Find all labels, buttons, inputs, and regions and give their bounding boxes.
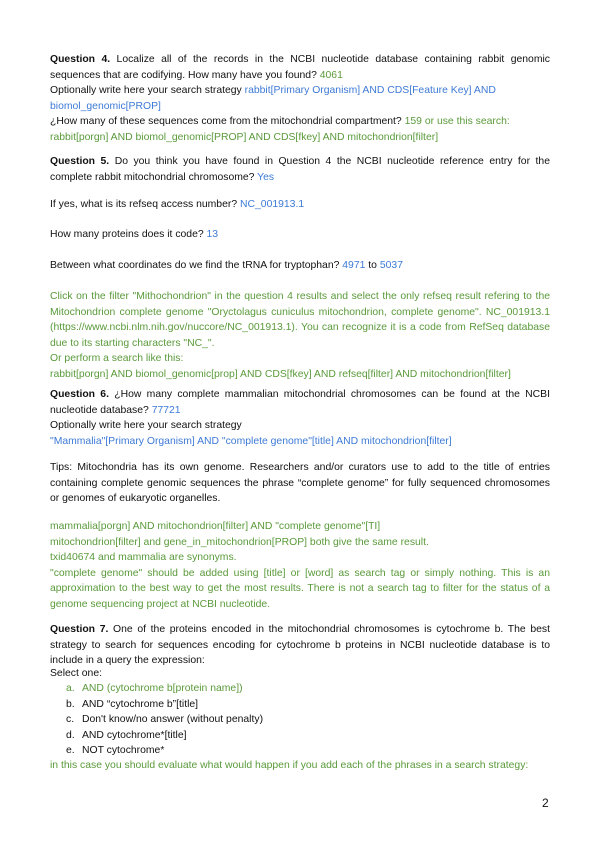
- question-6-text: ¿How many complete mammalian mitochondrial chromosomes can be found at the NCBI nucleotide database?: [50, 389, 551, 416]
- trna-question: Between what coordinates do we find the tRNA for tryptophan?: [50, 260, 340, 271]
- question-7: [50, 622, 550, 669]
- question-6-answer: 77721: [151, 404, 181, 416]
- tips-paragraph: [50, 460, 550, 507]
- answer-options: [66, 681, 546, 759]
- question-4-label: Question 4.: [50, 54, 111, 65]
- question-5-label: Question 5.: [50, 156, 110, 167]
- trna-to: 5037: [379, 260, 403, 271]
- question-7-label: Question 7.: [50, 624, 109, 635]
- trna-line: [50, 258, 550, 274]
- explanation-text: Click on the filter "Mithochondrion" in the question 4 results and select the only refseq result refering to the Mitochondrion complete genome "Oryctolagus cuniculus mitochondrion, complete genome". NC_001913.1 (https://www.ncbi.nlm.nih.gov/nuccore/NC_001913.1). You can recognize it is a code from RefSeq database due to its starting characters "NC_".: [50, 291, 550, 349]
- refseq-answer: NC_001913.1: [240, 199, 305, 210]
- q7-footer: in this case you should evaluate what would happen if you add each of the phrases in a search strategy:: [50, 760, 529, 771]
- option-b[interactable]: b. AND “cytochrome b”[title]: [66, 698, 199, 710]
- question-7-text: One of the proteins encoded in the mitochondrial chromosomes is cytochrome b. The best strategy to search for sequences encoding for cytochrome b proteins in NCBI nucleotide database is to include in a query the expression:: [50, 624, 550, 666]
- proteins-question: How many proteins does it code?: [50, 229, 204, 240]
- mito-question: ¿How many of these sequences come from the mitochondrial compartment?: [50, 116, 402, 127]
- search-strategy: rabbit[Primary Organism] AND CDS[Feature Key] AND biomol_genomic[PROP]: [50, 85, 496, 112]
- alt-search-label: Or perform a search like this:: [50, 353, 184, 364]
- tips-text: Tips: Mitochondria has its own genome. Researchers and/or curators use to add to the title of entries containing complete genomic sequences the phrase “complete genome” for fully sequenced chromosomes or genomes of eukaryotic organelles.: [50, 462, 550, 504]
- note-2: mitochondrion[filter] and gene_in_mitochondrion[PROP] both give the same result.: [50, 536, 429, 548]
- note-3: txid40674 and mammalia are synonyms.: [50, 552, 237, 563]
- question-6-strategy: [50, 418, 550, 449]
- refseq-question: If yes, what is its refseq access number?: [50, 199, 238, 210]
- note-4: "complete genome" should be added using [title] or [word] as search tag or simply nothing. This is an approximation to the best way to get the most results. There is not a search tag to filter for the status of a genome sequencing project at NCBI nucleotide.: [50, 567, 550, 610]
- question-6-label: Question 6.: [50, 389, 109, 400]
- page-number: 2: [542, 796, 549, 810]
- question-4-text: Localize all of the records in the NCBI nucleotide database containing rabbit genomic sequences that are codifying. How many have you found?: [50, 54, 550, 81]
- option-d[interactable]: d. AND cytochrome*[title]: [66, 729, 187, 741]
- trna-to-word: to: [368, 260, 377, 271]
- q5-explanation: [50, 289, 550, 382]
- mito-answer: 159 or use this search: rabbit[porgn] AND biomol_genomic[PROP] AND CDS[fkey] AND mitochondrion[filter]: [50, 116, 510, 143]
- proteins-answer: 13: [206, 229, 219, 240]
- question-5-text: Do you think you have found in Question 4 the NCBI nucleotide reference entry for the complete rabbit mitochondrial chromosome?: [50, 156, 550, 183]
- refseq-line: [50, 197, 550, 213]
- select-one: Select one:: [50, 668, 102, 679]
- question-6: [50, 387, 550, 418]
- question-5: [50, 154, 550, 185]
- option-a[interactable]: a. AND (cytochrome b[protein name]): [66, 683, 243, 694]
- option-e[interactable]: e. NOT cytochrome*: [66, 745, 165, 756]
- search-strategy-6: "Mammalia"[Primary Organism] AND "complete genome"[title] AND mitochondrion[filter]: [50, 435, 452, 447]
- note-1: mammalia[porgn] AND mitochondrion[filter] AND "complete genome"[TI]: [50, 521, 381, 532]
- proteins-line: [50, 227, 550, 243]
- alt-search: rabbit[porgn] AND biomol_genomic[prop] AND CDS[fkey] AND refseq[filter] AND mitochondrion[filter]: [50, 368, 511, 380]
- question-4-strategy: [50, 83, 550, 114]
- q6-notes: [50, 519, 550, 612]
- option-c[interactable]: c. Don't know/no answer (without penalty): [66, 714, 264, 725]
- strategy-prompt-6: Optionally write here your search strategy: [50, 420, 242, 431]
- trna-from: 4971: [342, 260, 366, 271]
- question-5-answer: Yes: [257, 171, 275, 183]
- question-4-answer: 4061: [319, 69, 343, 81]
- strategy-prompt: Optionally write here your search strategy: [50, 85, 242, 96]
- question-4: [50, 52, 550, 83]
- question-4-mito: [50, 114, 550, 145]
